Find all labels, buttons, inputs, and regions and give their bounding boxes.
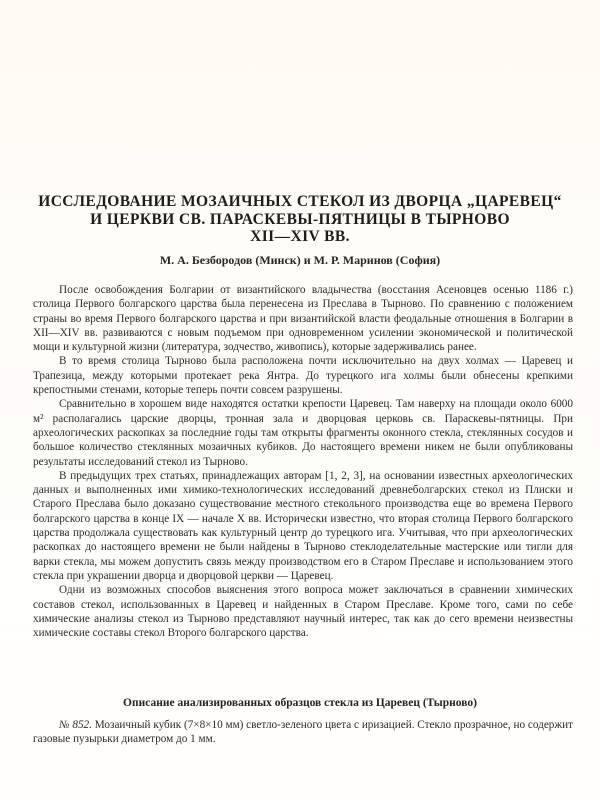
section-heading: Описание анализированных образцов стекла из Царевец (Тырново) (123, 697, 477, 709)
paragraph-2: В то время столица Тырново была расположена почти исключительно на двух холмах — Царевец и Трапезица, между которыми протекает река Янтра. До турецкого ига холмы были обнесены крепкими крепостными стенами, которые теперь почти совсем разрушены. (33, 355, 573, 397)
article-body (33, 283, 573, 640)
sample-description (33, 718, 573, 747)
paragraph-3: Сравнительно в хорошем виде находятся остатки крепости Царевец. Там наверху на площади около 6000 м² располагались царские дворцы, тронная зала и дворцовая церковь св. Параскевы-пятницы. При археологических раскопках за последние годы там открыты фрагменты оконного стекла, стеклянных сосудов и большое количество стеклянных мозаичных кубиков. До настоящего времени никем не были опубликованы результаты исследований стекол из Тырново. (33, 398, 573, 468)
paragraph-4: В предыдущих трех статьях, принадлежащих авторам [1, 2, 3], на основании известных археологических данных и выполненных ими химико-технологических исследований древнеболгарских стекол из Плиски и Старого Преслава было доказано существование местного стекольного производства еще во времена Первого болгарского царства в конце IX — начале X вв. Исторически известно, что вторая столица Первого болгарского царства продолжала существовать как культурный центр до турецкого ига. Учитывая, что при археологических раскопках до настоящего времени не были найдены в Тырново стеклоделательные мастерские или тигли для варки стекла, мы можем допустить связь между производством его в Старом Преславе и использованием этого стекла при украшении дворца и дворцовой церкви — Царевец. (33, 469, 573, 582)
sample-text: Мозаичный кубик (7×8×10 мм) светло-зеленого цвета с иризацией. Стекло прозрачное, но содержит газовые пузырьки диаметром до 1 мм. (33, 719, 573, 746)
article-authors: М. А. Безбородов (Минск) и М. Р. Маринов (София) (159, 253, 441, 267)
sample-number: № 852. (59, 719, 92, 731)
sample-entry (33, 718, 573, 747)
paragraph-1: После освобождения Болгарии от византийского владычества (восстания Асеновцев осенью 1186 г.) столица Первого болгарского царства была перенесена из Преслава в Тырново. По сравнению с положением страны во время Первого болгарского царства и при византийской власти феодальные отношения в Болгарии в XII—XIV вв. развиваются с новым подъемом при одновременном усилении экономической и политической мощи и культурной жизни (литература, зодчество, живопись), которые задерживались ранее. (33, 284, 573, 354)
title-line-1: ИССЛЕДОВАНИЕ МОЗАИЧНЫХ СТЕКОЛ ИЗ ДВОРЦА „ЦАРЕВЕЦ“ (38, 193, 562, 210)
paragraph-5: Одни из возможных способов выяснения этого вопроса может заключаться в сравнении химических составов стекол, использованных в Царевец и найденных в Старом Преславе. Кроме того, сами по себе химические анализы стекол из Тырново представляют научный интерес, так как до сего времени неизвестны химические составы стекол Второго болгарского царства. (33, 584, 573, 640)
title-line-2: И ЦЕРКВИ СВ. ПАРАСКЕВЫ-ПЯТНИЦЫ В ТЫРНОВО (90, 210, 510, 228)
title-line-3: XII—XIV ВВ. (250, 228, 350, 245)
article-title (0, 193, 600, 246)
